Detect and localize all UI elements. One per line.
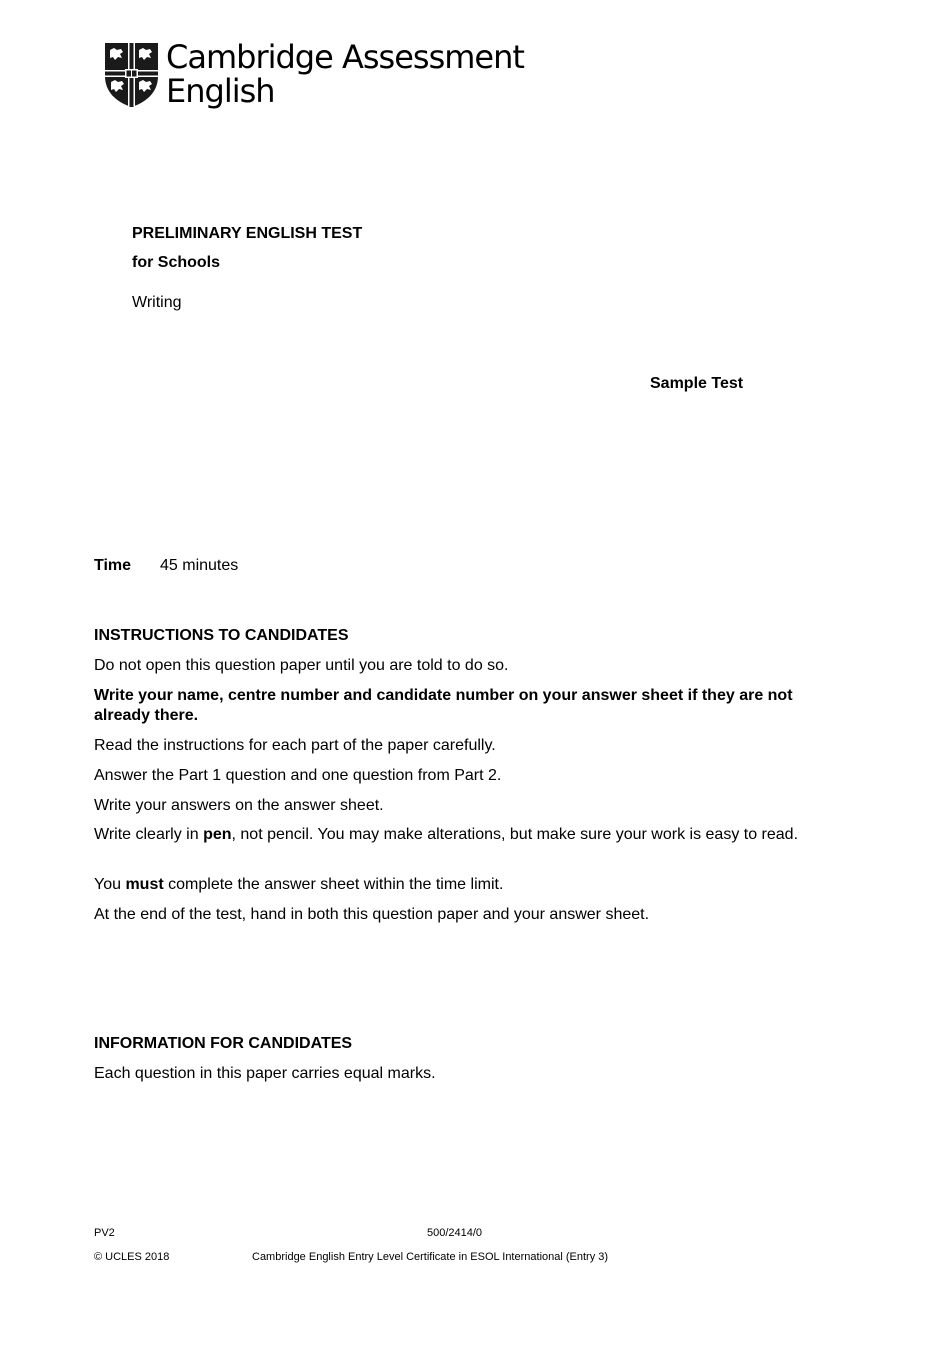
instruction-line	[94, 825, 844, 845]
instruction-text: Write clearly in	[94, 826, 204, 843]
information-line: Each question in this paper carries equal marks.	[94, 1065, 436, 1082]
instruction-line: Do not open this question paper until you are told to do so.	[94, 657, 509, 674]
instruction-line: At the end of the test, hand in both this question paper and your answer sheet.	[94, 906, 650, 923]
instruction-line	[94, 875, 844, 895]
footer-copyright: © UCLES 2018	[94, 1251, 170, 1263]
instruction-line: Read the instructions for each part of the paper carefully.	[94, 737, 496, 754]
footer-reference: 500/2414/0	[427, 1227, 483, 1239]
brand-name: Cambridge Assessment	[166, 38, 524, 76]
instruction-line: Write your answers on the answer sheet.	[94, 797, 384, 814]
test-version: Sample Test	[650, 375, 744, 392]
instruction-text: , not pencil. You may make alterations, but make sure your work is easy to read.	[231, 826, 799, 843]
time-value: 45 minutes	[160, 557, 239, 574]
information-heading: INFORMATION FOR CANDIDATES	[94, 1035, 353, 1052]
instruction-text: You	[94, 876, 126, 893]
instructions-heading: INSTRUCTIONS TO CANDIDATES	[94, 627, 349, 644]
exam-subtitle: for Schools	[132, 254, 221, 271]
footer-code: PV2	[94, 1227, 115, 1239]
instruction-emphasis: must	[125, 876, 164, 893]
brand-subname: English	[166, 72, 275, 110]
instruction-line: Write your name, centre number and candidate number on your answer sheet if they are not already there.	[94, 687, 793, 724]
exam-component: Writing	[132, 294, 182, 311]
cambridge-shield-logo-icon	[104, 42, 159, 108]
instruction-text: complete the answer sheet within the time limit.	[163, 876, 504, 893]
exam-title: PRELIMINARY ENGLISH TEST	[132, 225, 363, 242]
instruction-line: Answer the Part 1 question and one question from Part 2.	[94, 767, 502, 784]
time-label: Time	[94, 557, 132, 574]
instruction-emphasis: pen	[203, 826, 232, 843]
footer-qualification: Cambridge English Entry Level Certificate in ESOL International (Entry 3)	[252, 1251, 609, 1263]
